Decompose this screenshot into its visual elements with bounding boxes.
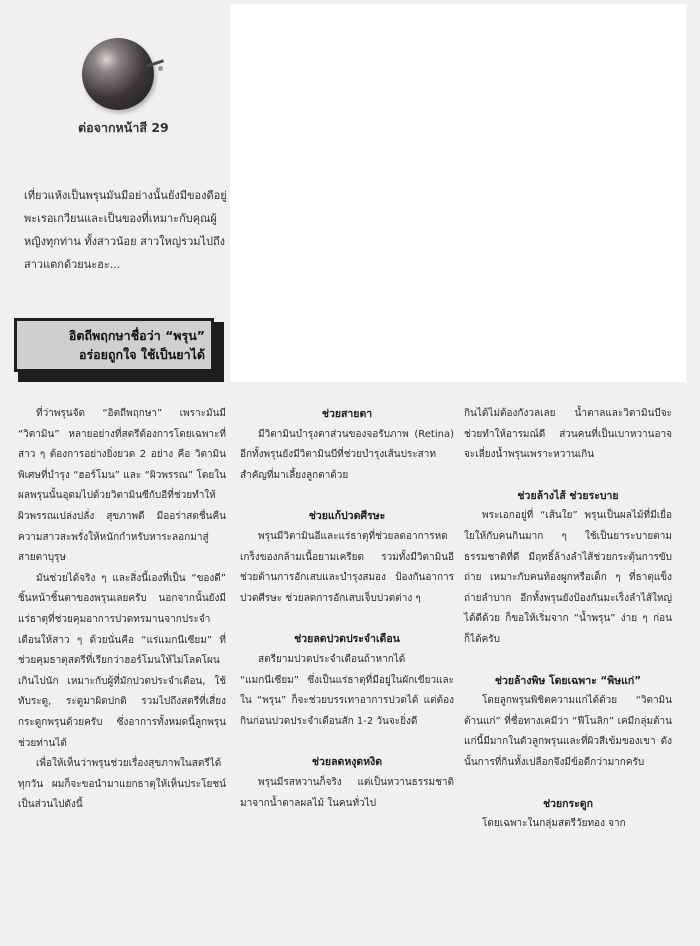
col2-paragraph-2: พรุนมีวิตามินอีและแร่ธาตุที่ช่วยลดอาการหดเกร็งของกล้ามเนื้อยามเครียด รวมทั้งมีวิตามินอีช่วยต้านการอักเสบและบำรุงสมอง ป้องกันอาการปวดศีรษะ ช่วยลดการอักเสบเจ็บปวดต่าง ๆ <box>240 530 454 604</box>
heading-detox: ช่วยล้างพิษ โดยเฉพาะ “พิษแก่” <box>494 674 642 687</box>
heading-box <box>14 318 214 372</box>
heading-bones: ช่วยกระดูก <box>543 797 593 810</box>
col2-paragraph-3: สตรียามปวดประจำเดือนถ้าหากได้ “แมกนีเซียม” ซึ่งเป็นแร่ธาตุที่มีอยู่ในผักเขียวและใน “พรุน” ก็จะช่วยบรรเทาอาการปวดได้ แต่ต้องกินก่อนปวดประจำเดือนสัก 1-2 วันจะยิ่งดี <box>240 653 454 727</box>
col1-paragraph-2: มันช่วยได้จริง ๆ และสิ่งนี้เองที่เป็น “ของดี” ชิ้นหน้าชิ้นตาของพรุนเลยครับ นอกจากนั้นยังมีแร่ธาตุที่ช่วยคุมอาการปวดทรมานจากประจำเดือนให้สาว ๆ ด้วยนั่นคือ “แร่แมกนีเซียม” ที่ช่วยคุมธาตุสตรีที่เรียกว่าฮอร์โมนให้ไม่โลดโผนเกินไปนัก เหมาะกับผู้ที่มักปวดประจำเดือน, ใช้ทับระดู, ระดูมาผิดปกติ รวมไปถึงสตรีที่เสี่ยงกระดูกพรุนด้วยครับ ซึ่งอาการทั้งหมดนี้ลูกพรุนช่วยท่านได้ <box>18 572 226 749</box>
col3-paragraph-3: โดยเฉพาะในกลุ่มสตรีวัยทอง จาก <box>482 818 626 830</box>
photo-placeholder <box>230 4 686 382</box>
heading-intestine: ช่วยล้างไส้ ช่วยระบาย <box>517 489 619 502</box>
heading-line-2: อร่อยถูกใจ ใช้เป็นยาได้ <box>78 347 205 362</box>
heading-eyesight: ช่วยสายตา <box>321 408 373 420</box>
plum-stem-tip <box>158 66 163 71</box>
intro-paragraph <box>24 184 230 276</box>
col2-paragraph-1: มีวิตามินบำรุงตาส่วนของจอรับภาพ (Retina) อีกทั้งพรุนยังมีวิตามินบีที่ช่วยบำรุงเส้นประสาทสำคัญที่มาเลี้ยงลูกตาด้วย <box>240 428 454 481</box>
section-heading-box <box>14 318 220 380</box>
intro-text: เที่ยวแห้งเป็นพรุนมันมีอย่างนั้นยังมีของดีอยู่พะเรอเกวียนและเป็นของที่เหมาะกับคุณผู้หญิงทุกท่าน ทั้งสาวน้อย สาวใหญ่รวมไปถึงสาวแตกด้วยนะฮะ... <box>24 189 227 271</box>
col1-paragraph-3: เพื่อให้เห็นว่าพรุนช่วยเรื่องสุขภาพในสตรีได้ทุกวัน ผมก็จะขอนำมาแยกธาตุให้เห็นประโยชน์เป็นส่วนไปดังนี้ <box>18 758 226 811</box>
column-2 <box>240 404 454 814</box>
col1-paragraph-1: ที่ว่าพรุนจัด “อิตถีพฤกษา” เพราะมันมี “วิตามิน” หลายอย่างที่สตรีต้องการโดยเฉพาะที่สาว ๆ ต้องการอย่างยิ่งยวด 2 อย่าง คือ วิตามินพิเศษที่บำรุง “ฮอร์โมน” และ “ผิวพรรณ” โดยในผลพรุนนั้นอุดมไปด้วยวิตามินซีกับอีที่ช่วยทำให้ผิวพรรณเปล่งปลั่ง สุขภาพดี มีออร่าสดชื่นคืนความสาวสะพรั่งให้หนักกำหรับหาระลอกมาสู่สายตาบุรุษ <box>18 408 226 564</box>
col3-paragraph-2: โดยลูกพรุนพิชิตความแก่ได้ด้วย “วิตามินต้านแก่” ที่ชื่อทางเคมีว่า “ฟีโนลิก” เคมีกลุ่มต้านแก่นี้มีมากในตัวลูกพรุนและที่ผิวสีเข้มของเขา ดังนั้นการที่กินทั้งเปลือกจึงมีข้อดีกว่ามากครับ <box>464 695 672 768</box>
heading-line-1: อิตถีพฤกษาชื่อว่า “พรุน” <box>68 328 205 343</box>
column-3 <box>464 404 672 835</box>
heading-headache: ช่วยแก้ปวดศีรษะ <box>308 510 386 523</box>
col3-paragraph-1: พระเอกอยู่ที่ “เส้นใย” พรุนเป็นผลไม้ที่มีเยื่อใยให้กับคนกินมาก ๆ ใช้เป็นยาระบายตามธรรมชาติที่ดี มีฤทธิ์ล้างลำไส้ช่วยกระตุ้นการขับถ่าย เหมาะกับคนท้องผูกหรือเด็ก ๆ ที่ธาตุแข็งถ่ายลำบาก อีกทั้งพรุนยังป้องกันมะเร็งลำไส้ใหญ่ได้ดีด้วย ก็ขอให้เริ่มจาก “น้ำพรุน” ง่าย ๆ ก่อนก็ได้ครับ <box>464 510 672 645</box>
heading-irritability: ช่วยลดหงุดหงิด <box>311 756 383 769</box>
col3-paragraph-0: กินได้ไม่ต้องกังวลเลย น้ำตาลและวิตามินบีจะช่วยทำให้อารมณ์ดี ส่วนคนที่เป็นเบาหวานอาจจะเลี่ยงน้ำพรุนเพราะหวานเกิน <box>464 408 672 461</box>
plum-fruit-icon <box>82 38 154 110</box>
continued-from-label: ต่อจากหน้าสี 29 <box>78 120 169 135</box>
col2-paragraph-4: พรุนมีรสหวานก็จริง แต่เป็นหวานธรรมชาติ มาจากน้ำตาลผลไม้ ในคนทั่วไป <box>240 776 454 809</box>
column-1 <box>18 404 226 816</box>
heading-menstrual-pain: ช่วยลดปวดประจำเดือน <box>294 633 400 646</box>
